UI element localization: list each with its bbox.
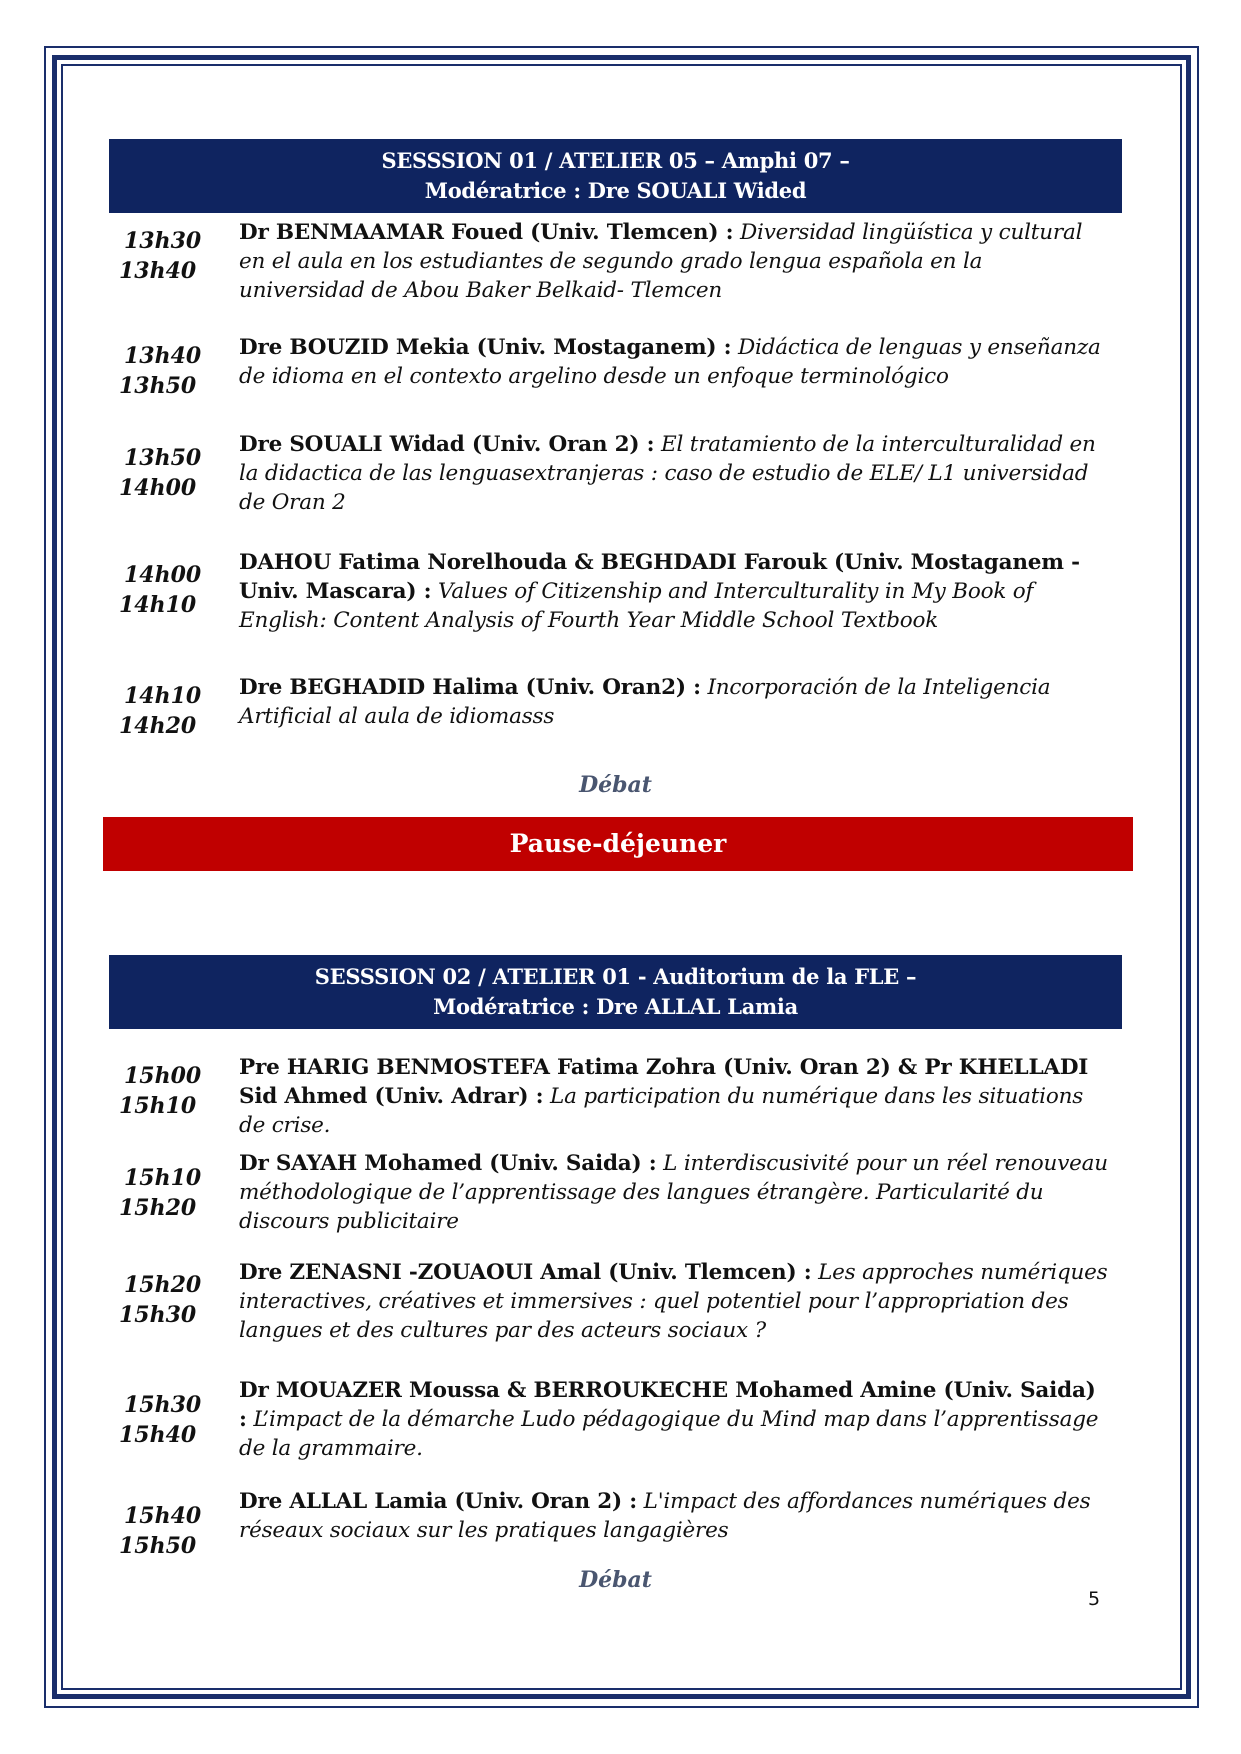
- talk-end-time: 15h10: [119, 1093, 197, 1119]
- session-1-header: [109, 139, 1122, 213]
- talk-start-time: 14h10: [124, 683, 202, 709]
- talk-author: Dre BEGHADID Halima (Univ. Oran2) :: [239, 675, 701, 700]
- talk-start-time: 15h20: [124, 1272, 202, 1298]
- talk-content: [239, 673, 1109, 731]
- talk-time: [119, 681, 209, 741]
- talk-title: L’impact de la démarche Ludo pédagogique du Mind map dans l’apprentissage de la grammaire.: [239, 1407, 1099, 1461]
- talk-start-time: 13h30: [124, 228, 202, 254]
- talk-title: Incorporación de la Inteligencia Artificial al aula de idiomasss: [239, 675, 1051, 729]
- talk-author: Dre BOUZID Mekia (Univ. Mostaganem) :: [239, 335, 732, 360]
- session-2-debate: Débat: [579, 1567, 652, 1593]
- talk-author: Dre ALLAL Lamia (Univ. Oran 2) :: [239, 1489, 637, 1514]
- talk-content: [239, 1149, 1109, 1236]
- talk-start-time: 15h10: [124, 1165, 202, 1191]
- talk-author: Pre HARIG BENMOSTEFA Fatima Zohra (Univ. Oran 2) & Pr KHELLADI Sid Ahmed (Univ. Adrar) :: [239, 1055, 1089, 1109]
- talk-author: DAHOU Fatima Norelhouda & BEGHDADI Farouk (Univ. Mostaganem - Univ. Mascara) :: [239, 550, 1080, 604]
- talk-title: El tratamiento de la interculturalidad en la didactica de las lenguasextranjeras : caso de estudio de ELE/ L1 universidad de Oran 2: [239, 432, 1096, 515]
- talk-end-time: 14h10: [119, 592, 197, 618]
- talk-end-time: 13h40: [119, 258, 197, 284]
- talk-content: [239, 1487, 1109, 1545]
- talk-time: [119, 443, 209, 503]
- session-1-moderator: Modératrice : Dre SOUALI Wided: [424, 178, 807, 203]
- talk-time: [119, 1501, 209, 1561]
- talk-author: Dr SAYAH Mohamed (Univ. Saida) :: [239, 1151, 657, 1176]
- talk-content: [239, 548, 1109, 635]
- talk-title: Les approches numériques interactives, créatives et immersives : quel potentiel pour l’appropriation des langues et des cultures par des acteurs sociaux ?: [239, 1260, 1108, 1343]
- session-2-header: [109, 955, 1122, 1029]
- talk-author: Dr BENMAAMAR Foued (Univ. Tlemcen) :: [239, 220, 734, 245]
- talk-start-time: 15h40: [124, 1503, 202, 1529]
- talk-time: [119, 560, 209, 620]
- talk-end-time: 14h20: [119, 713, 197, 739]
- session-1-title: SESSSION 01 / ATELIER 05 – Amphi 07 –: [381, 148, 850, 173]
- talk-title: Values of Citizenship and Interculturality in My Book of English: Content Analysis of Fourth Year Middle School Textbook: [239, 579, 1034, 633]
- talk-end-time: 14h00: [119, 475, 197, 501]
- talk-end-time: 15h40: [119, 1422, 197, 1448]
- talk-author: Dre ZENASNI -ZOUAOUI Amal (Univ. Tlemcen) :: [239, 1260, 812, 1285]
- talk-content: [239, 430, 1109, 517]
- talk-content: [239, 218, 1109, 305]
- talk-end-time: 15h30: [119, 1302, 197, 1328]
- talk-start-time: 15h30: [124, 1392, 202, 1418]
- talk-title: L'impact des affordances numériques des réseaux sociaux sur les pratiques langagières: [239, 1489, 1091, 1543]
- session-1-debate: Débat: [579, 772, 652, 798]
- talk-start-time: 13h50: [124, 445, 202, 471]
- talk-end-time: 15h50: [119, 1533, 197, 1559]
- talk-end-time: 15h20: [119, 1195, 197, 1221]
- talk-start-time: 14h00: [124, 562, 202, 588]
- talk-start-time: 13h40: [124, 343, 202, 369]
- talk-time: [119, 226, 209, 286]
- talk-title: La participation du numérique dans les situations de crise.: [239, 1084, 1084, 1138]
- talk-author: Dre SOUALI Widad (Univ. Oran 2) :: [239, 432, 655, 457]
- talk-time: [119, 1390, 209, 1450]
- session-2-title: SESSSION 02 / ATELIER 01 - Auditorium de la FLE –: [314, 964, 917, 989]
- session-2-moderator: Modératrice : Dre ALLAL Lamia: [433, 994, 798, 1019]
- talk-content: [239, 1053, 1109, 1140]
- talk-time: [119, 341, 209, 401]
- talk-content: [239, 333, 1109, 391]
- talk-end-time: 13h50: [119, 373, 197, 399]
- page-number: 5: [1088, 1588, 1101, 1610]
- lunch-break-banner: Pause-déjeuner: [103, 817, 1133, 871]
- talk-content: [239, 1376, 1109, 1463]
- talk-title: Didáctica de lenguas y enseñanza de idioma en el contexto argelino desde un enfoque terminológico: [239, 335, 1101, 389]
- talk-start-time: 15h00: [124, 1063, 202, 1089]
- talk-time: [119, 1270, 209, 1330]
- talk-time: [119, 1061, 209, 1121]
- talk-title: L interdiscusivité pour un réel renouveau méthodologique de l’apprentissage des langues étrangère. Particularité du discours publicitaire: [239, 1151, 1108, 1234]
- talk-content: [239, 1258, 1109, 1345]
- talk-time: [119, 1163, 209, 1223]
- talk-title: Diversidad lingüística y cultural en el aula en los estudiantes de segundo grado lengua española en la universidad de Abou Baker Belkaid- Tlemcen: [239, 220, 1083, 303]
- talk-author: Dr MOUAZER Moussa & BERROUKECHE Mohamed Amine (Univ. Saida) :: [239, 1378, 1096, 1432]
